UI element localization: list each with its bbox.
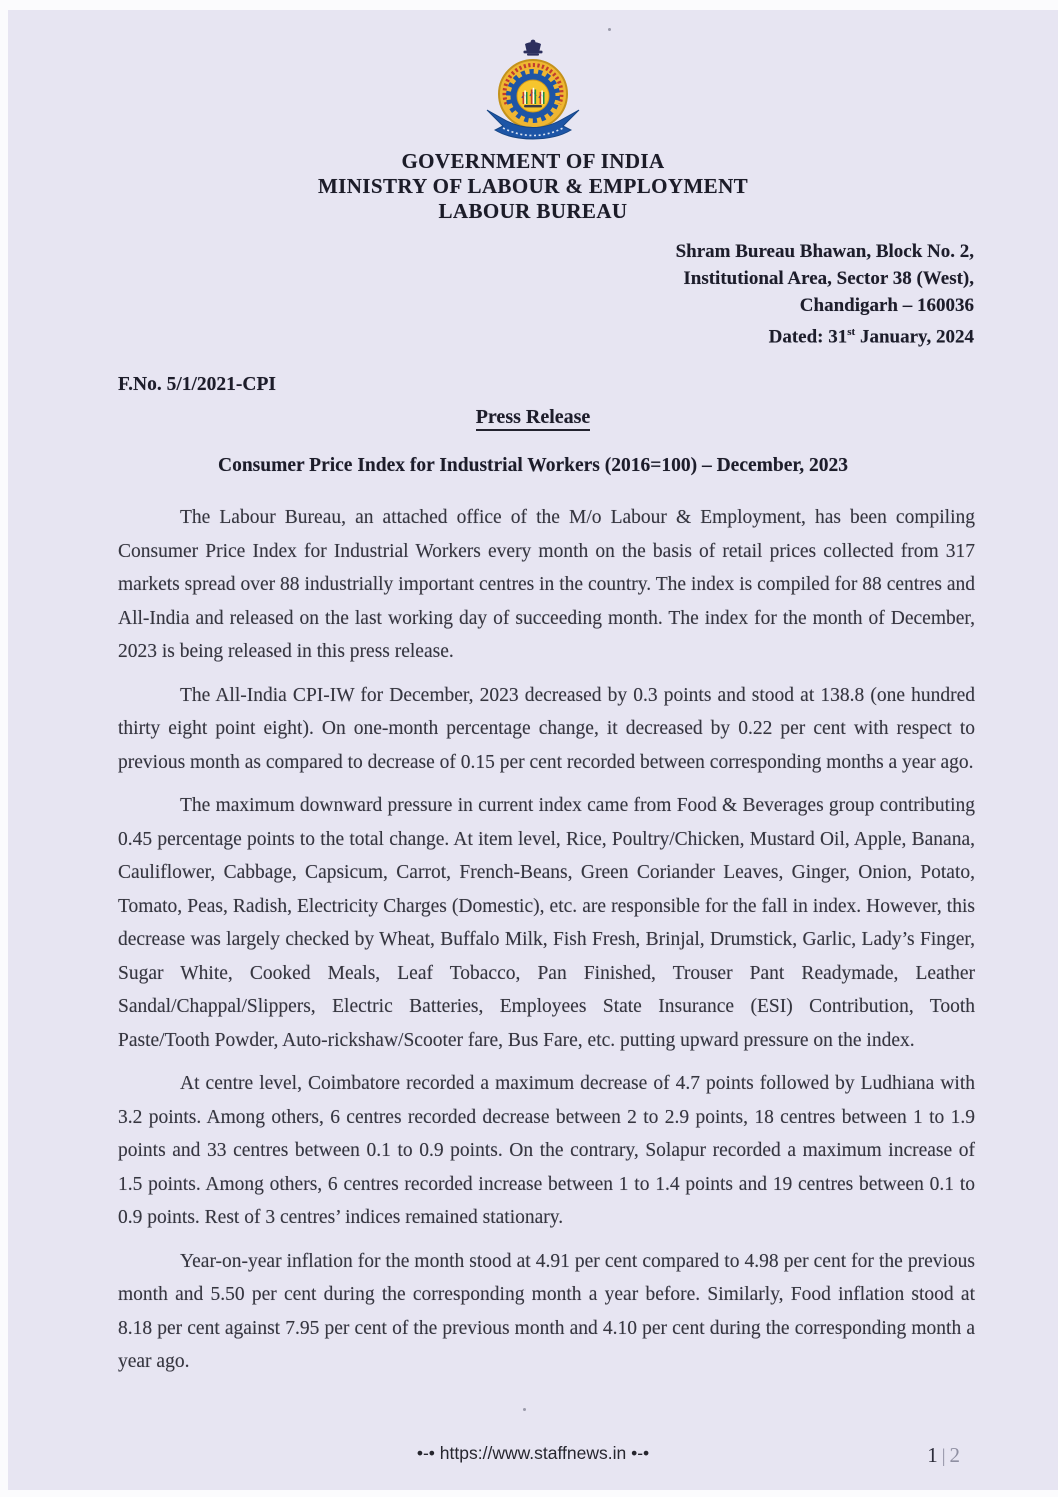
page-number-separator: | xyxy=(941,1446,946,1467)
address-line: Shram Bureau Bhawan, Block No. 2, xyxy=(675,241,974,262)
document-page xyxy=(8,10,1058,1490)
ashoka-emblem-icon xyxy=(524,40,543,56)
seal-motto-text xyxy=(524,105,542,107)
file-reference-number: F.No. 5/1/2021-CPI xyxy=(118,374,276,396)
address-line: Institutional Area, Sector 38 (West), xyxy=(683,268,974,289)
org-name-bureau: LABOUR BUREAU xyxy=(438,199,628,223)
address-block xyxy=(8,238,974,350)
page-number-current: 1 xyxy=(927,1443,938,1467)
org-name-government: GOVERNMENT OF INDIA xyxy=(401,149,665,173)
paragraph-item-level: The maximum downward pressure in current index came from Food & Beverages group contributing 0.45 percentage points to the total change. At item level, Rice, Poultry/Chicken, Mustard Oil, Apple, Banana, Cauliflower, Cabbage, Capsicum, Carrot, French-Beans, Green Coriander Leaves, Ginger, Onion, Potato, Tomato, Peas, Radish, Electricity Charges (Domestic), etc. are responsible for the fall in index. However, this decrease was largely checked by Wheat, Buffalo Milk, Fish Fresh, Brinjal, Drumstick, Garlic, Lady’s Finger, Sugar White, Cooked Meals, Leaf Tobacco, Pan Finished, Trouser Pant Readymade, Leather Sandal/Chappal/Slippers, Electric Batteries, Employees State Insurance (ESI) Contribution, Tooth Paste/Tooth Powder, Auto-rickshaw/Scooter fare, Bus Fare, etc. putting upward pressure on the index. xyxy=(118,795,975,1051)
org-name-ministry: MINISTRY OF LABOUR & EMPLOYMENT xyxy=(317,174,749,198)
watermark-url: •-• https://www.staffnews.in •-• xyxy=(416,1443,650,1463)
paragraph-index-change: The All-India CPI-IW for December, 2023 decreased by 0.3 points and stood at 138.8 (one hundred thirty eight point eight). On one-month percentage change, it decreased by 0.22 per cent with respect to previous month as compared to decrease of 0.15 per cent recorded between corresponding months a year ago. xyxy=(118,684,975,773)
labour-bureau-emblem xyxy=(469,38,597,144)
letterhead xyxy=(8,10,1058,224)
paragraph-centre-level: At centre level, Coimbatore recorded a maximum decrease of 4.7 points followed by Ludhiana with 3.2 points. Among others, 6 centres recorded decrease between 2 to 2.9 points, 18 centres between 1 to 1.9 points and 33 centres between 0.1 to 0.9 points. On the contrary, Solapur recorded a maximum increase of 1.5 points. Among others, 6 centres recorded increase between 1 to 1.4 points and 19 centres between 0.1 to 0.9 points. Rest of 3 centres’ indices remained stationary. xyxy=(118,1073,975,1229)
labour-bureau-seal-icon xyxy=(469,38,597,144)
press-release-heading: Press Release xyxy=(8,406,1058,429)
scan-speck xyxy=(608,28,611,31)
page-number xyxy=(927,1443,960,1468)
paragraph-inflation: Year-on-year inflation for the month stood at 4.91 per cent compared to 4.98 per cent for the previous month and 5.50 per cent during the corresponding month a year before. Similarly, Food inflation stood at 8.18 per cent against 7.95 per cent of the previous month and 4.10 per cent during the corresponding month a year ago. xyxy=(118,1250,975,1373)
dated-line: Dated: 31st January, 2024 xyxy=(768,326,974,348)
ordinal-superscript: st xyxy=(847,326,856,338)
scan-speck xyxy=(523,1408,526,1411)
subject-title: Consumer Price Index for Industrial Workers (2016=100) – December, 2023 xyxy=(217,455,848,477)
paragraph-intro: The Labour Bureau, an attached office of the M/o Labour & Employment, has been compiling Consumer Price Index for Industrial Workers every month on the basis of retail prices collected from 317 markets spread over 88 industrially important centres in the country. The index is compiled for 88 centres and All-India and released on the last working day of succeeding month. The index for the month of December, 2023 is being released in this press release. xyxy=(118,507,975,663)
address-line: Chandigarh – 160036 xyxy=(799,295,974,316)
page-number-total: 2 xyxy=(949,1443,960,1467)
